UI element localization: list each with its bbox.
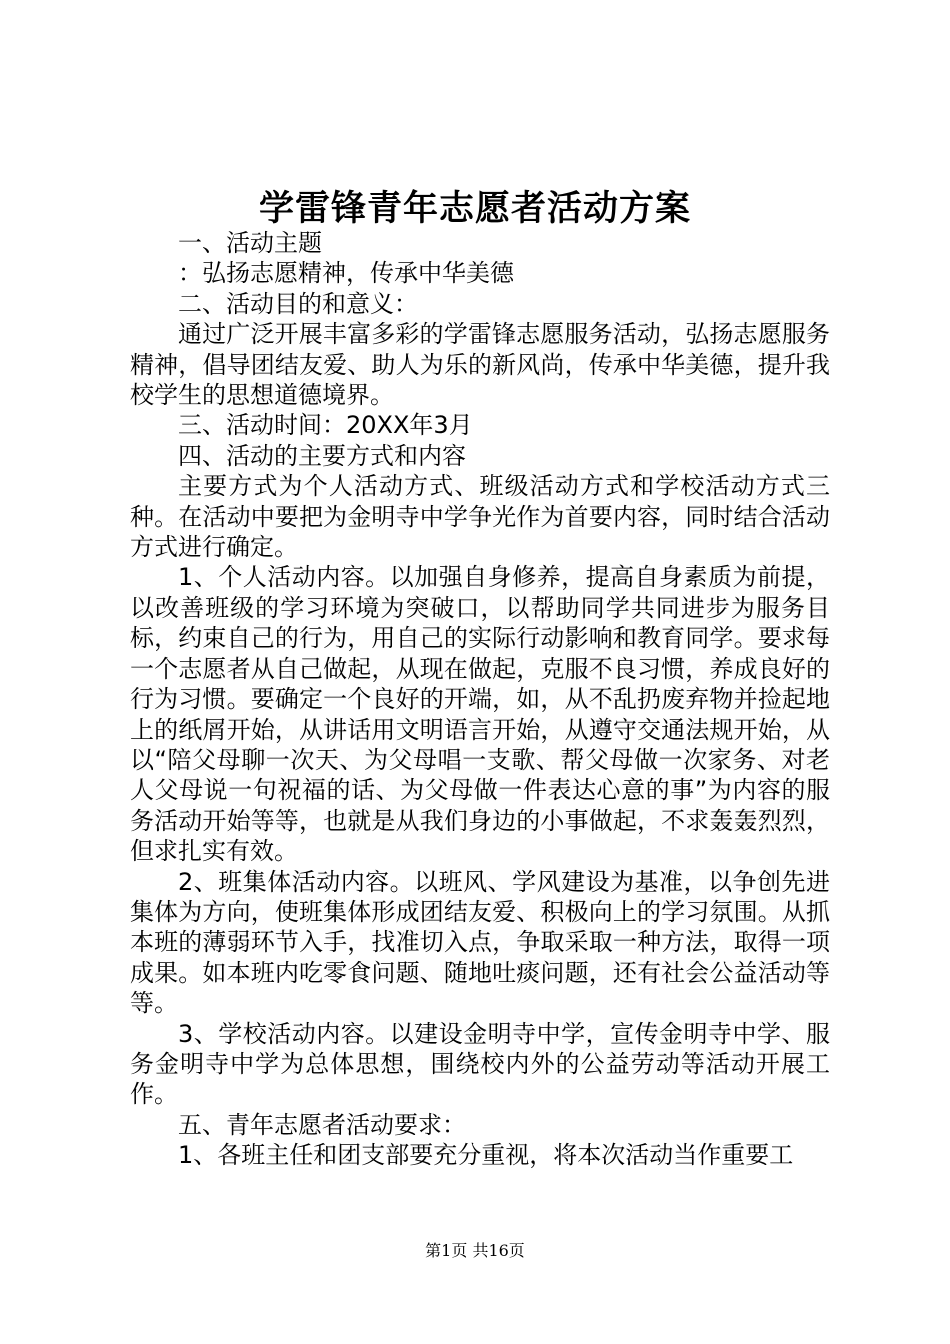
section-heading-methods: 四、活动的主要方式和内容	[178, 441, 466, 470]
personal-activity-paragraph: 1、个人活动内容。以加强自身修养，提高自身素质为前提，以改善班级的学习环境为突破口，以帮助同学共同进步为服务目标，约束自己的行为，用自己的实际行动影响和教育同学。要求每一个志愿者从自己做起，从现在做起，克服不良习惯，养成良好的行为习惯。要确定一个良好的开端，如，从不乱扔废弃物并捡起地上的纸屑开始，从讲话用文明语言开始，从遵守交通法规开始，从以“陪父母聊一次天、为父母唱一支歌、帮父母做一次家务、对老人父母说一句祝福的话、为父母做一件表达心意的事”为内容的服务活动开始等等，也就是从我们身边的小事做起，不求轰轰烈烈，但求扎实有效。	[130, 563, 830, 866]
class-activity-paragraph: 2、班集体活动内容。以班风、学风建设为基准，以争创先进集体为方向，使班集体形成团结友爱、积极向上的学习氛围。从抓本班的薄弱环节入手，找准切入点，争取采取一种方法，取得一项成果。如本班内吃零食问题、随地吐痰问题，还有社会公益活动等等。	[130, 867, 830, 1018]
page-footer: 第1页 共16页	[425, 1241, 525, 1260]
section-heading-time: 三、活动时间：20XX年3月	[178, 411, 473, 440]
theme-text: ：弘扬志愿精神，传承中华美德	[178, 259, 514, 288]
section-heading-requirements: 五、青年志愿者活动要求：	[178, 1110, 466, 1139]
methods-paragraph: 主要方式为个人活动方式、班级活动方式和学校活动方式三种。在活动中要把为金明寺中学争光作为首要内容，同时结合活动方式进行确定。	[130, 472, 830, 562]
section-heading-theme: 一、活动主题	[178, 229, 322, 257]
section-heading-purpose: 二、活动目的和意义：	[178, 289, 418, 318]
purpose-paragraph: 通过广泛开展丰富多彩的学雷锋志愿服务活动，弘扬志愿服务精神，倡导团结友爱、助人为乐的新风尚，传承中华美德，提升我校学生的思想道德境界。	[130, 320, 830, 410]
document-body	[130, 228, 830, 1171]
requirement-item-1: 1、各班主任和团支部要充分重视，将本次活动当作重要工	[178, 1141, 794, 1170]
school-activity-paragraph: 3、学校活动内容。以建设金明寺中学，宣传金明寺中学、服务金明寺中学为总体思想，围绕校内外的公益劳动等活动开展工作。	[130, 1019, 830, 1109]
page-title: 学雷锋青年志愿者活动方案	[258, 188, 691, 229]
